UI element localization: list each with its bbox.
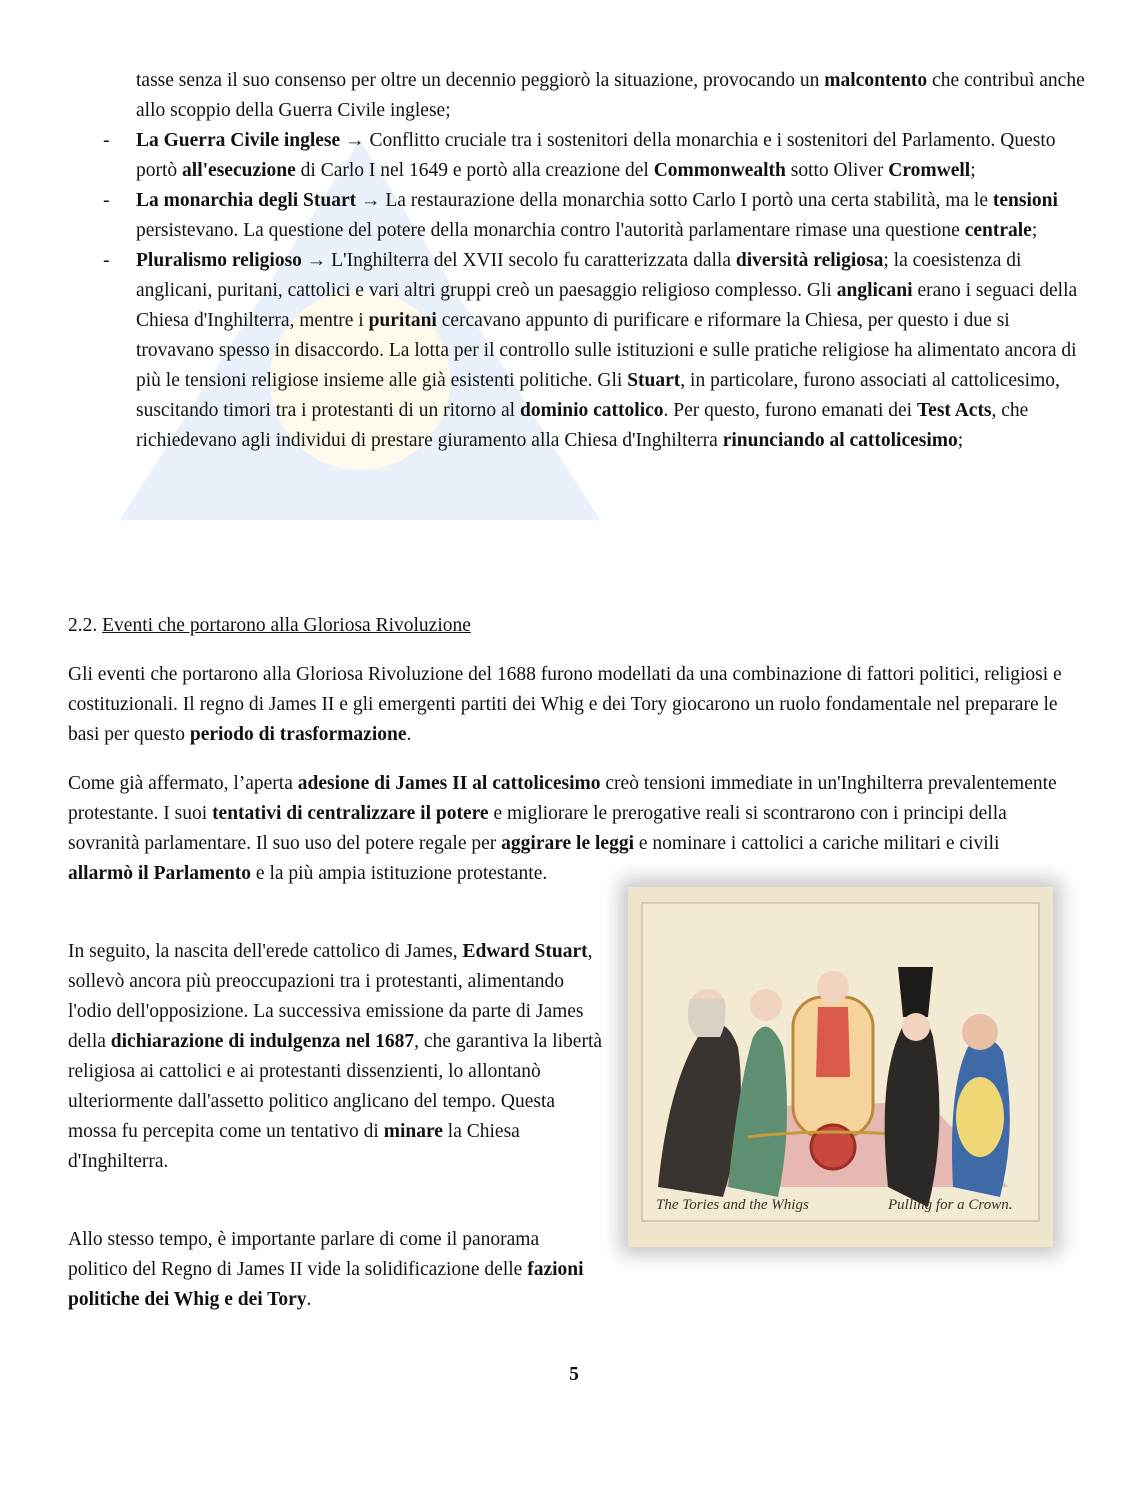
arrow-icon: → [345, 130, 365, 151]
list-item-term: La monarchia degli Stuart [136, 190, 357, 211]
list-item: - La monarchia degli Stuart → La restaurazione della monarchia sotto Carlo I portò una certa stabilità, ma le tensioni persistevano. La questione del potere della monarchia contro l'autorità parlamentare rimase una questione centrale; [103, 190, 1058, 241]
page-number: 5 [569, 1364, 579, 1385]
satirical-cartoon-image [628, 887, 1053, 1247]
paragraph: Allo stesso tempo, è importante parlare di come il panorama politico del Regno di James II vide la solidificazione delle fazioni politiche dei Whig e dei Tory. [68, 1229, 584, 1310]
bullet-list [68, 66, 1088, 456]
figure-caption-right: Pulling for a Crown. [888, 1197, 1013, 1213]
paragraph: Come già affermato, l’aperta adesione di James II al cattolicesimo creò tensioni immediate in un'Inghilterra prevalentemente protestante. I suoi tentativi di centralizzare il potere e migliorare le prerogative reali si scontrarono con i principi della sovranità parlamentare. Il suo uso del potere regale per aggirare le leggi e nominare i cattolici a cariche militari e civili allarmò il Parlamento e la più ampia istituzione protestante. [68, 773, 1057, 884]
arrow-icon: → [306, 250, 327, 271]
illustration-figure [628, 887, 1053, 1247]
list-continuation: tasse senza il suo consenso per oltre un decennio peggiorò la situazione, provocando un malcontento che contribuì anche allo scoppio della Guerra Civile inglese; [136, 70, 1085, 121]
paragraph: Gli eventi che portarono alla Gloriosa Rivoluzione del 1688 furono modellati da una combinazione di fattori politici, religiosi e costituzionali. Il regno di James II e gli emergenti partiti dei Whig e dei Tory giocarono un ruolo fondamentale nel preparare le basi per questo periodo di trasformazione. [68, 664, 1062, 745]
section-title: Eventi che portarono alla Gloriosa Rivoluzione [102, 615, 471, 636]
paragraph: In seguito, la nascita dell'erede cattolico di James, Edward Stuart, sollevò ancora più preoccupazioni tra i protestanti, alimentando l'odio dell'opposizione. La successiva emissione da parte di James della dichiarazione di indulgenza nel 1687, che garantiva la libertà religiosa ai cattolici e ai protestanti dissenzienti, lo allontanò ulteriormente dall'assetto politico anglicano del tempo. Questa mossa fu percepita come un tentativo di minare la Chiesa d'Inghilterra. [68, 941, 603, 1172]
section-heading [68, 611, 471, 641]
list-item: - Pluralismo religioso → L'Inghilterra del XVII secolo fu caratterizzata dalla diversità religiosa; la coesistenza di anglicani, puritani, cattolici e vari altri gruppi creò un paesaggio religioso complesso. Gli anglicani erano i seguaci della Chiesa d'Inghilterra, mentre i puritani cercavano appunto di purificare e riformare la Chiesa, per questo i due si trovavano spesso in disaccordo. La lotta per il controllo sulle istituzioni e sulle pratiche religiose ha alimentato ancora di più le tensioni religiose insieme alle già esistenti politiche. Gli Stuart, in particolare, furono associati al cattolicesimo, suscitando timori tra i protestanti di un ritorno al dominio cattolico. Per questo, furono emanati dei Test Acts, che richiedevano agli individui di prestare giuramento alla Chiesa d'Inghilterra rinunciando al cattolicesimo; [103, 250, 1078, 451]
section-number: 2.2. [68, 615, 98, 636]
list-item-term: La Guerra Civile inglese [136, 130, 341, 151]
figure-caption-left: The Tories and the Whigs [656, 1197, 809, 1213]
arrow-icon: → [360, 190, 381, 211]
list-item-term: Pluralismo religioso [136, 250, 302, 271]
list-item: - La Guerra Civile inglese → Conflitto cruciale tra i sostenitori della monarchia e i sostenitori del Parlamento. Questo portò all'esecuzione di Carlo I nel 1649 e portò alla creazione del Commonwealth sotto Oliver Cromwell; [103, 130, 1056, 181]
